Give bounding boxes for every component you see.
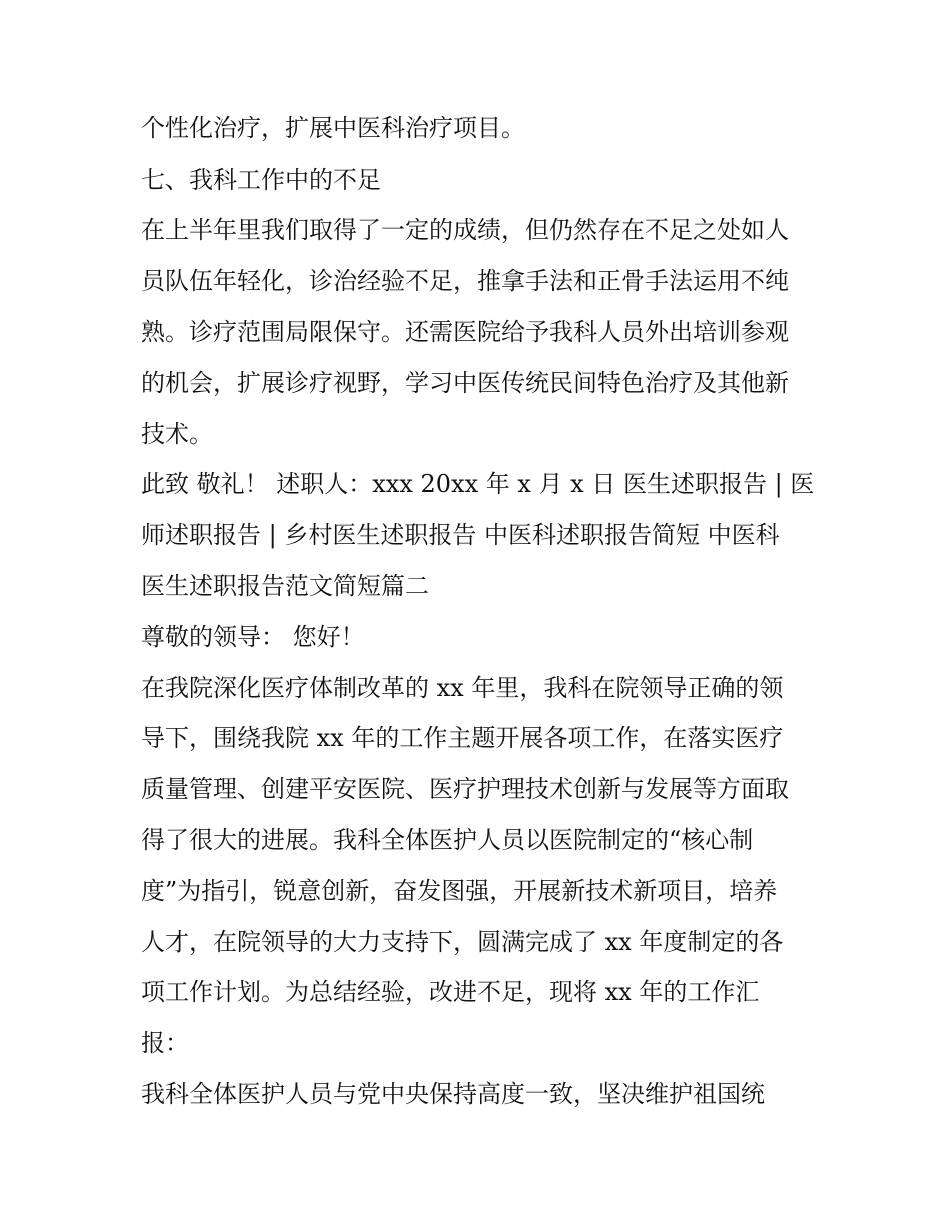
text-line: 此致 敬礼！ 述职人：xxx 20xx 年 x 月 x 日 医生述职报告 | 医 <box>141 470 815 498</box>
text-line: 我科全体医护人员与党中央保持高度一致，坚决维护祖国统 <box>141 1080 765 1108</box>
text-line: 人才，在院领导的大力支持下，圆满完成了 xx 年度制定的各 <box>141 928 784 956</box>
text-line: 质量管理、创建平安医院、医疗护理技术创新与发展等方面取 <box>141 775 789 803</box>
text-line: 报： <box>141 1029 189 1057</box>
text-line: 师述职报告 | 乡村医生述职报告 中医科述职报告简短 中医科 <box>141 521 780 549</box>
text-line: 得了很大的进展。我科全体医护人员以医院制定的“核心制 <box>141 826 754 854</box>
text-line: 技术。 <box>141 420 213 448</box>
text-line: 的机会，扩展诊疗视野，学习中医传统民间特色治疗及其他新 <box>141 369 789 397</box>
text-line: 度”为指引，锐意创新，奋发图强，开展新技术新项目，培养 <box>141 877 778 905</box>
text-line: 员队伍年轻化，诊治经验不足，推拿手法和正骨手法运用不纯 <box>141 267 789 295</box>
text-line: 在我院深化医疗体制改革的 xx 年里，我科在院领导正确的领 <box>141 674 784 702</box>
text-line: 熟。诊疗范围局限保守。还需医院给予我科人员外出培训参观 <box>141 318 789 346</box>
salutation-line: 尊敬的领导： 您好！ <box>141 623 365 651</box>
text-line: 在上半年里我们取得了一定的成绩，但仍然存在不足之处如人 <box>141 216 789 244</box>
text-line: 个性化治疗，扩展中医科治疗项目。 <box>141 114 525 142</box>
text-line: 导下，围绕我院 xx 年的工作主题开展各项工作，在落实医疗 <box>141 724 784 752</box>
text-line: 医生述职报告范文简短篇二 <box>141 572 429 600</box>
section-heading: 七、我科工作中的不足 <box>141 166 381 194</box>
text-line: 项工作计划。为总结经验，改进不足，现将 xx 年的工作汇 <box>141 978 760 1006</box>
